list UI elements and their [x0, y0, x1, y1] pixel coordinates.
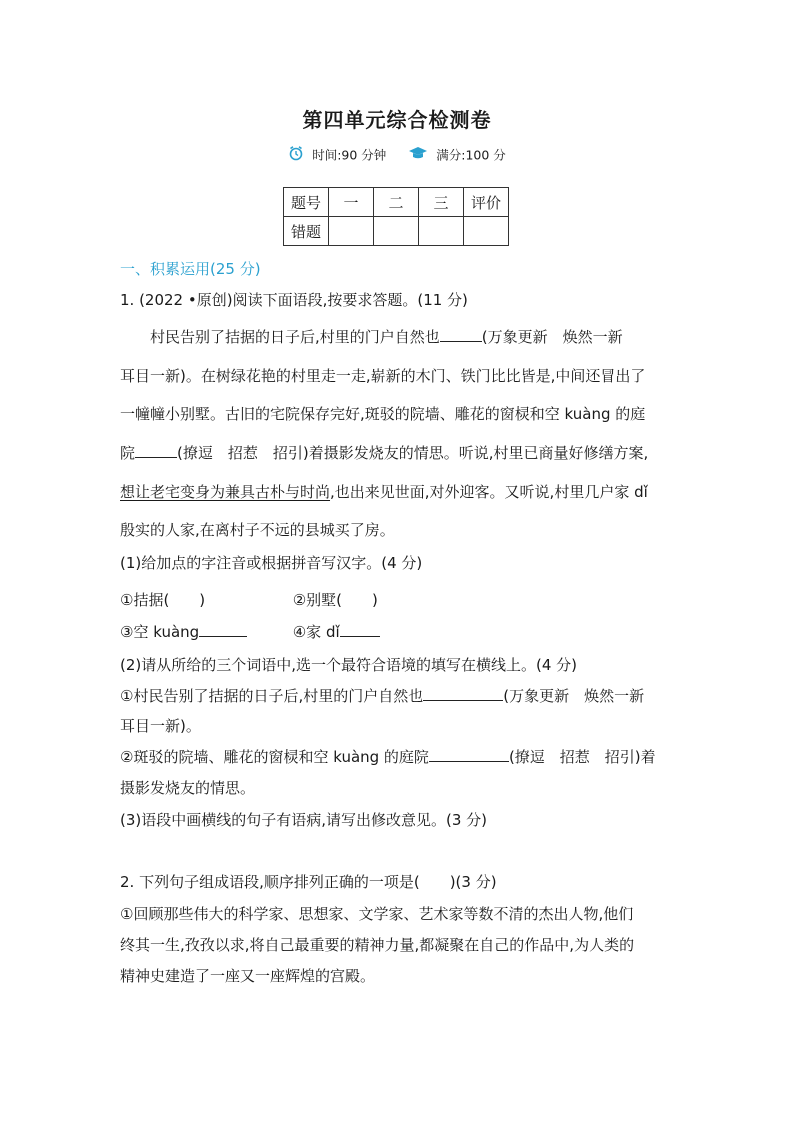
- item-a: ①拮据( ): [120, 591, 206, 609]
- question-2-stem: 2. 下列句子组成语段,顺序排列正确的一项是( )(3 分): [120, 873, 497, 891]
- score-table: [283, 187, 509, 246]
- time-label: 时间:90 分钟: [312, 147, 387, 163]
- sub-question-2: (2)请从所给的三个词语中,选一个最符合语境的填写在横线上。(4 分): [120, 656, 578, 674]
- item-d: ④家 dǐ: [292, 623, 340, 641]
- exam-meta: [0, 145, 794, 164]
- table-cell: 错题: [284, 217, 329, 246]
- answer-cell[interactable]: [464, 217, 509, 246]
- sub-question-2-item: [120, 746, 656, 767]
- item-text: ②斑驳的院墙、雕花的窗棂和空 kuàng 的庭院: [120, 748, 429, 766]
- passage-text: ,也出来见世面,对外迎客。又听说,村里几户家 dǐ: [330, 483, 648, 501]
- table-cell: 三: [419, 188, 464, 217]
- item-text: (撩逗 招惹 招引)着: [508, 748, 656, 766]
- item-text: ①村民告别了拮据的日子后,村里的门户自然也: [120, 687, 424, 705]
- item-b: ②别墅( ): [292, 591, 378, 609]
- passage-line: 一幢幢小别墅。古旧的宅院保存完好,斑驳的院墙、雕花的窗棂和空 kuàng 的庭: [120, 405, 646, 423]
- item-text: (万象更新 焕然一新: [503, 687, 645, 705]
- passage-line: 耳目一新)。在树绿花艳的村里走一走,崭新的木门、铁门比比皆是,中间还冒出了: [120, 367, 646, 385]
- passage-text: (万象更新 焕然一新: [481, 328, 623, 346]
- table-cell: 一: [329, 188, 374, 217]
- table-cell: 评价: [464, 188, 509, 217]
- sub-question-3: (3)语段中画横线的句子有语病,请写出修改意见。(3 分): [120, 811, 488, 829]
- table-cell: 题号: [284, 188, 329, 217]
- answer-blank[interactable]: [135, 443, 177, 458]
- table-cell: 二: [374, 188, 419, 217]
- score-label: 满分:100 分: [436, 147, 506, 163]
- question-2-line: 精神史建造了一座又一座辉煌的宫殿。: [120, 967, 376, 985]
- table-row: [284, 217, 509, 246]
- graduation-cap-icon: [408, 146, 428, 163]
- alarm-clock-icon: [288, 145, 304, 164]
- passage-text: 村民告别了拮据的日子后,村里的门户自然也: [150, 328, 440, 346]
- answer-cell[interactable]: [419, 217, 464, 246]
- table-row: [284, 188, 509, 217]
- underlined-sentence: 想让老宅变身为兼具古朴与时尚: [120, 483, 331, 501]
- sub-question-2-item: 耳目一新)。: [120, 717, 201, 735]
- question-1-stem: 1. (2022 •原创)阅读下面语段,按要求答题。(11 分): [120, 291, 468, 309]
- page-title: 第四单元综合检测卷: [302, 108, 492, 132]
- sub-question-2-item: [120, 685, 644, 706]
- passage-line: [120, 442, 648, 463]
- answer-blank[interactable]: [440, 327, 482, 342]
- question-2-line: ①回顾那些伟大的科学家、思想家、文学家、艺术家等数不清的杰出人物,他们: [120, 905, 634, 923]
- item-c: ③空 kuàng: [120, 623, 200, 641]
- section-heading: 一、积累运用(25 分): [120, 260, 261, 278]
- answer-blank[interactable]: [429, 747, 509, 762]
- passage-text: (撩逗 招惹 招引)着摄影发烧友的情思。听说,村里已商量好修缮方案,: [177, 444, 649, 462]
- answer-blank[interactable]: [423, 686, 503, 701]
- sub-question-1-items: [120, 621, 380, 642]
- passage-line: [120, 481, 648, 502]
- answer-cell[interactable]: [374, 217, 419, 246]
- answer-blank[interactable]: [340, 622, 380, 637]
- answer-cell[interactable]: [329, 217, 374, 246]
- sub-question-2-item: 摄影发烧友的情思。: [120, 779, 256, 797]
- passage-line: 殷实的人家,在离村子不远的县城买了房。: [120, 521, 395, 539]
- question-2-line: 终其一生,孜孜以求,将自己最重要的精神力量,都凝聚在自己的作品中,为人类的: [120, 936, 635, 954]
- answer-blank[interactable]: [199, 622, 247, 637]
- passage-text: 院: [120, 444, 136, 462]
- passage-line: [150, 326, 623, 347]
- sub-question-1: (1)给加点的字注音或根据拼音写汉字。(4 分): [120, 554, 423, 572]
- sub-question-1-items: [120, 589, 378, 610]
